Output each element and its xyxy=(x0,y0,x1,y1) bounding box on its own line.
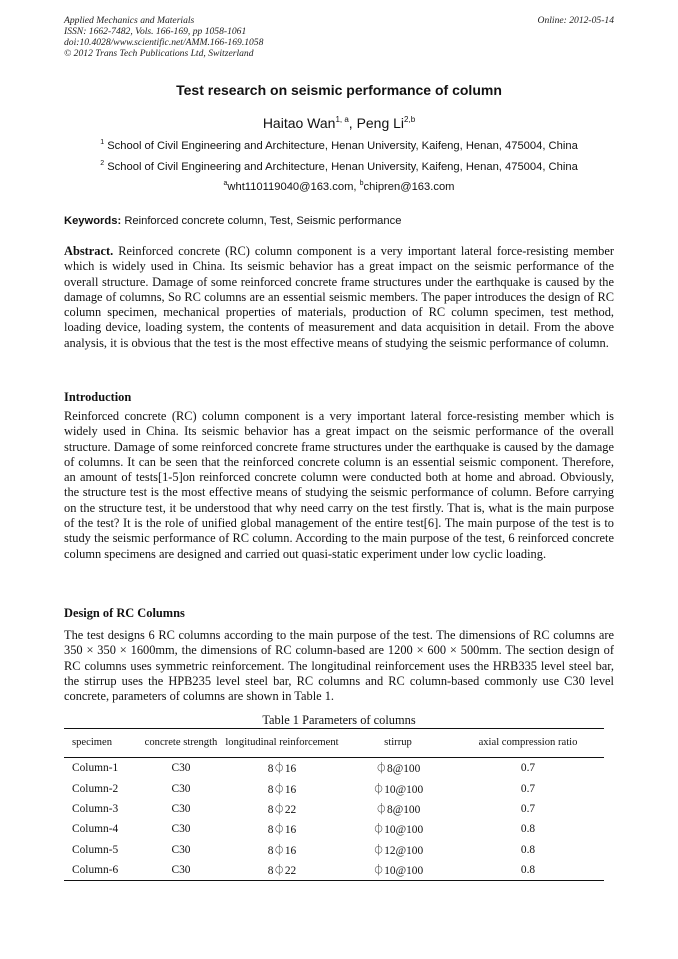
email-link[interactable]: chipren@163.com xyxy=(363,181,455,193)
table-cell: ⏀8@100 xyxy=(375,763,421,776)
table-header-row xyxy=(64,729,604,758)
journal-info xyxy=(64,15,614,59)
author-name: Haitao Wan xyxy=(262,115,336,131)
affiliation-number: 1 xyxy=(100,139,105,146)
table-cell: Column-2 xyxy=(72,782,119,795)
affiliation-2 xyxy=(0,160,678,173)
table-row xyxy=(64,799,604,819)
introduction-text: Reinforced concrete (RC) column component is a very important lateral force-resisting member which is widely used in China. Its seismic behavior has a great impact on the seismic performance of the overall structure. Damage of some reinforced concrete frame structures under the earthquake is caused by the damage of columns. It can be seen that the reinforced concrete column is an essential seismic component. Therefore, an amount of tests[1-5]on reinforced concrete column were conducted both at home and abroad. Obviously, the structure test is the most effective means of studying the seismic performance of column. Before carrying on the structure test, it be understood that why need carry on the test firstly. That is, what is the main purpose of the test? It is the role of unified global management of the entire test[6]. The main purpose of the test is to study the seismic performance of RC column. According to the main purpose of the test, 6 reinforced concrete column specimens are designed and carried out quasi-static experiment under low cyclic loading. xyxy=(64,409,614,561)
table-header: axial compression ratio xyxy=(452,729,604,758)
author-line: Haitao Wan$^{1, a}$, Peng Li$^{2,b}$ xyxy=(262,115,416,131)
affiliation-1 xyxy=(0,139,678,152)
table-cell: 0.8 xyxy=(520,823,536,836)
table-header: specimen xyxy=(64,729,142,758)
affiliation-text: School of Civil Engineering and Architecture, Henan University, Kaifeng, Henan, 475004, China xyxy=(107,161,578,173)
keywords-text: Reinforced concrete column, Test, Seismic performance xyxy=(124,215,402,227)
table-cell: 8⏀22 xyxy=(220,860,344,881)
table-cell: 8⏀22 xyxy=(267,803,297,816)
keywords xyxy=(64,215,614,227)
table-cell: Column-4 xyxy=(72,823,119,836)
table-row xyxy=(64,840,604,860)
table-cell: Column-6 xyxy=(64,860,142,881)
table-cell: 0.8 xyxy=(520,843,536,856)
table-cell: 8⏀16 xyxy=(267,783,297,796)
issn-line: ISSN: 1662-7482, Vols. 166-169, pp 1058-1061 xyxy=(64,26,247,37)
table-cell: C30 xyxy=(171,782,191,795)
table-cell: 0.8 xyxy=(452,860,604,881)
table-cell: ⏀8@100 xyxy=(375,803,421,816)
table-cell: C30 xyxy=(142,860,220,881)
email-line: $^a$wht110119040@163.com, $^b$chipren@163.com xyxy=(223,180,455,193)
table-header: longitudinal reinforcement xyxy=(220,729,344,758)
table-cell: C30 xyxy=(171,802,191,815)
table-header: stirrup xyxy=(344,729,452,758)
table-cell: ⏀10@100 xyxy=(344,860,452,881)
table-row xyxy=(64,778,604,798)
author-name: Peng Li xyxy=(356,115,405,131)
table-cell: 8⏀16 xyxy=(267,763,297,776)
keywords-label: Keywords: xyxy=(64,215,122,227)
table-row xyxy=(64,860,604,881)
table-cell: ⏀10@100 xyxy=(372,783,424,796)
parameters-table xyxy=(64,728,604,881)
author-superscript: 2,b xyxy=(404,115,416,124)
abstract-label: Abstract. xyxy=(64,244,114,258)
online-date: Online: 2012-05-14 xyxy=(537,15,614,26)
table-cell: Column-1 xyxy=(72,762,119,775)
table-header: concrete strength xyxy=(142,729,220,758)
table-row xyxy=(64,819,604,839)
section-heading: Design of RC Columns xyxy=(64,606,185,620)
table-cell: 0.7 xyxy=(520,782,536,795)
table-cell: Column-5 xyxy=(72,843,119,856)
table-row xyxy=(64,758,604,779)
table-caption: Table 1 Parameters of columns xyxy=(262,713,416,727)
author-superscript: 1, a xyxy=(335,115,349,124)
table-cell: C30 xyxy=(171,843,191,856)
email-superscript: b xyxy=(359,180,364,187)
section-heading: Introduction xyxy=(64,390,132,404)
abstract xyxy=(64,244,614,351)
affiliation-text: School of Civil Engineering and Architecture, Henan University, Kaifeng, Henan, 475004, China xyxy=(107,140,578,152)
table-cell: C30 xyxy=(171,823,191,836)
email-link[interactable]: wht110119040@163.com xyxy=(227,181,354,193)
paper-title: Test research on seismic performance of column xyxy=(176,82,502,98)
table-cell: C30 xyxy=(171,762,191,775)
abstract-text: Reinforced concrete (RC) column component is a very important lateral force-resisting member which is widely used in China. Its seismic behavior has a great impact on the seismic performance of the overall structure. Damage of some reinforced concrete frame structures under the earthquake is caused by the damage of columns, So RC columns are an essential seismic members. The paper introduces the design of RC column specimen, mechanical properties of materials, production of RC column specimen, test method, loading device, loading system, the contents of measurement and data acquisition in detail. From the above analysis, it is obvious that the test is the most effective means of studying the seismic performance of column. xyxy=(64,244,614,350)
table-cell: 0.7 xyxy=(520,762,536,775)
email-superscript: a xyxy=(223,180,228,187)
table-cell: 0.7 xyxy=(520,802,536,815)
table-cell: 8⏀16 xyxy=(267,824,297,837)
affiliation-number: 2 xyxy=(100,160,105,167)
table-cell: 8⏀16 xyxy=(267,844,297,857)
table-cell: ⏀12@100 xyxy=(372,844,424,857)
journal-name: Applied Mechanics and Materials xyxy=(64,15,195,26)
copyright-line: © 2012 Trans Tech Publications Ltd, Switzerland xyxy=(64,48,254,59)
doi-line: doi:10.4028/www.scientific.net/AMM.166-169.1058 xyxy=(64,37,264,48)
design-text: The test designs 6 RC columns according to the main purpose of the test. The dimensions of RC columns are 350 × 350 × 1600mm, the dimensions of RC column-based are 1200 × 600 × 500mm. The section design of RC columns uses symmetric reinforcement. The longitudinal reinforcement uses the HRB335 level steel bar, the stirrup uses the HPB235 level steel bar, RC columns and RC column-based commonly use C30 level concrete, parameters of columns are shown in Table 1. xyxy=(64,628,614,704)
table-cell: Column-3 xyxy=(72,802,119,815)
table-cell: ⏀10@100 xyxy=(372,824,424,837)
